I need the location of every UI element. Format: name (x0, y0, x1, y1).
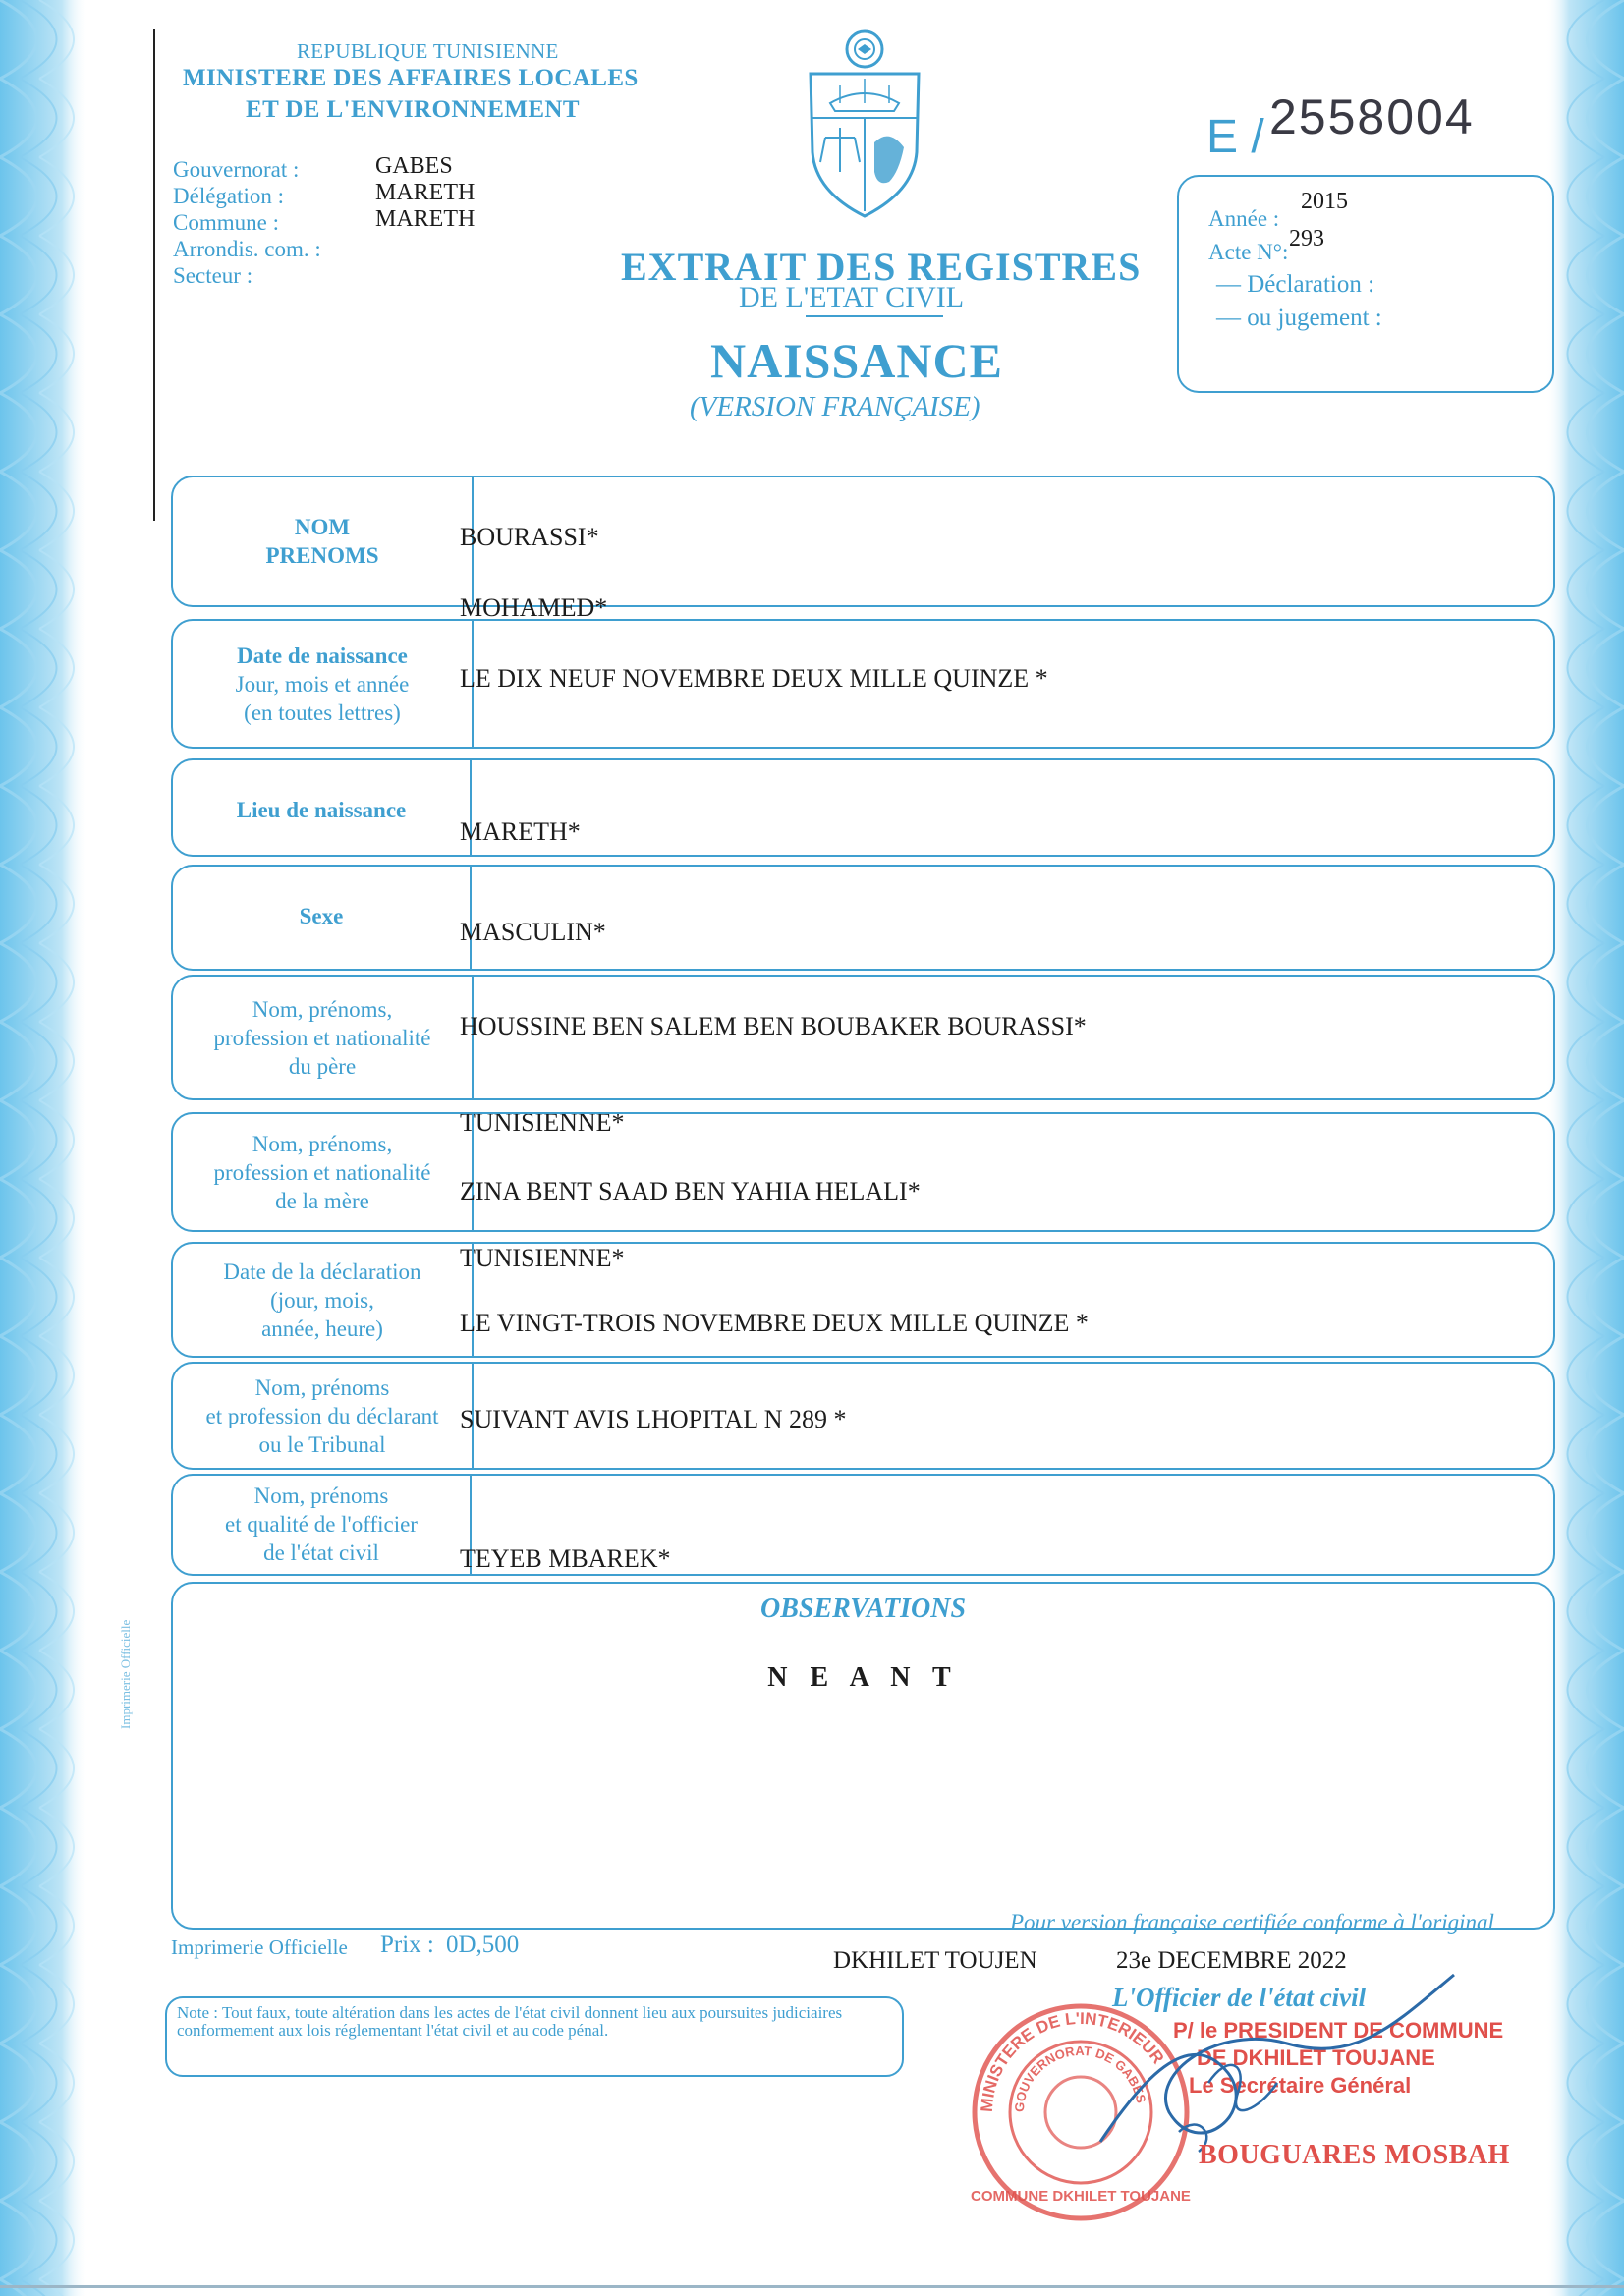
field-label: Commune : (173, 210, 279, 235)
field-secteur (173, 263, 586, 290)
row-label (173, 477, 474, 605)
field-label: Arrondis. com. : (173, 237, 321, 261)
officier-value: TEYEB MBAREK* (460, 1544, 671, 1573)
left-guilloche-border (0, 0, 147, 2296)
bottom-edge-line (0, 2285, 1624, 2288)
place-value: DKHILET TOUJEN (833, 1947, 1037, 1974)
field-label: Délégation : (173, 184, 285, 208)
declaration-label: — Déclaration : (1216, 271, 1375, 298)
acte-info-box (1177, 175, 1554, 393)
row-label-line: et profession du déclarant (205, 1403, 439, 1428)
prix-label: Prix : (380, 1932, 434, 1958)
officier-title: L'Officier de l'état civil (1112, 1983, 1367, 2012)
seal-inner-text: GOUVERNORAT DE GABES (1011, 2043, 1149, 2113)
location-fields (173, 153, 586, 290)
field-label: Gouvernorat : (173, 157, 300, 182)
row-label-line: de l'état civil (263, 1540, 379, 1565)
row-label-line: Jour, mois et année (235, 671, 410, 697)
mere-nationalite-value: TUNISIENNE* (460, 1244, 625, 1272)
republique-label: REPUBLIQUE TUNISIENNE (297, 39, 559, 63)
date-declaration-value: LE VINGT-TROIS NOVEMBRE DEUX MILLE QUINZE * (460, 1309, 1089, 1337)
prenoms-value: MOHAMED* (460, 593, 608, 622)
sexe-value: MASCULIN* (460, 918, 606, 946)
field-arrondissement (173, 237, 586, 263)
field-value: GABES (375, 153, 453, 179)
observations-title: OBSERVATIONS (759, 1594, 967, 1624)
prix-value: 0D,500 (446, 1932, 520, 1958)
row-label-line: Lieu de naissance (236, 798, 407, 822)
row-label (173, 867, 472, 969)
date-naissance-value: LE DIX NEUF NOVEMBRE DEUX MILLE QUINZE * (460, 664, 1048, 693)
row-label-line: année, heure) (261, 1316, 383, 1341)
row-label (173, 621, 474, 747)
row-label (173, 1476, 472, 1574)
stamp-line-1: P/ le PRESIDENT DE COMMUNE (1173, 2018, 1504, 2043)
row-label (173, 977, 474, 1098)
serial-number: 2558004 (1269, 89, 1475, 144)
row-label-line: profession et nationalité (213, 1025, 431, 1050)
signatory-name: BOUGUARES MOSBAH (1199, 2140, 1510, 2170)
row-nom-prenoms (171, 476, 1555, 607)
seal-bottom-text: COMMUNE DKHILET TOUJANE (971, 2188, 1191, 2205)
row-officier (171, 1474, 1555, 1576)
ministere-line1: MINISTERE DES AFFAIRES LOCALES (183, 65, 639, 91)
pere-value: HOUSSINE BEN SALEM BEN BOUBAKER BOURASSI* (460, 1012, 1087, 1040)
row-declarant (171, 1362, 1555, 1470)
row-label-line: NOM (294, 515, 351, 539)
naissance-title: NAISSANCE (710, 333, 1003, 388)
row-label-line: Nom, prénoms (254, 1374, 390, 1400)
pere-nationalite-value: TUNISIENNE* (460, 1108, 625, 1137)
observations-box (171, 1582, 1555, 1930)
row-label-line: et qualité de l'officier (225, 1512, 418, 1537)
acte-value: 293 (1289, 226, 1324, 252)
row-label (173, 1364, 474, 1468)
serial-prefix: E / (1206, 111, 1264, 163)
lieu-naissance-value: MARETH* (460, 817, 581, 846)
row-label (173, 760, 472, 855)
row-label (173, 1114, 474, 1230)
observations-value: N E A N T (767, 1662, 959, 1693)
field-commune (173, 206, 586, 237)
row-label-line: Nom, prénoms, (252, 996, 393, 1022)
row-date-declaration (171, 1242, 1555, 1358)
row-label-line: Sexe (299, 904, 344, 928)
ministere-line2: ET DE L'ENVIRONNEMENT (246, 96, 580, 123)
row-label-line: de la mère (275, 1188, 369, 1213)
stamp-line-2: DE DKHILET TOUJANE (1197, 2045, 1435, 2070)
date-value: 23e DECEMBRE 2022 (1116, 1947, 1347, 1974)
annee-label: Année : (1208, 206, 1280, 231)
field-label: Secteur : (173, 263, 253, 288)
row-label-line: (en toutes lettres) (244, 700, 401, 725)
version-label: (VERSION FRANÇAISE) (690, 391, 980, 422)
certified-note: Pour version française certifiée conforme à l'original (1010, 1910, 1494, 1934)
title-divider (806, 315, 943, 317)
row-mere (171, 1112, 1555, 1232)
acte-label: Acte N°: (1208, 240, 1289, 264)
row-label-line: PRENOMS (265, 543, 379, 568)
header-divider-line (153, 29, 155, 521)
nom-value: BOURASSI* (460, 523, 599, 551)
row-label-line: (jour, mois, (270, 1287, 374, 1313)
field-value: MARETH (375, 206, 476, 232)
row-label-line: Date de la déclaration (223, 1259, 421, 1284)
row-sexe (171, 865, 1555, 971)
document-title: EXTRAIT DES REGISTRES (621, 245, 1142, 289)
row-label (173, 1244, 474, 1356)
row-label-line: du père (288, 1053, 357, 1079)
jugement-label: — ou jugement : (1216, 305, 1382, 331)
seal-outer-text: MINISTERE DE L'INTERIEUR (977, 2008, 1168, 2113)
imprimerie-label: Imprimerie Officielle (171, 1935, 348, 1959)
row-label-line: Nom, prénoms, (252, 1131, 393, 1156)
row-label-line: ou le Tribunal (258, 1431, 386, 1457)
side-print-note: Imprimerie Officielle (118, 1619, 133, 1729)
legal-note-text: Note : Tout faux, toute altération dans les actes de l'état civil donnent lieu aux poursuites judiciaires conformement aux lois réglementant l'état civil et au code pénal. (177, 2003, 843, 2040)
row-label-line: Nom, prénoms (253, 1484, 389, 1508)
document-subtitle: DE L'ETAT CIVIL (739, 281, 965, 313)
annee-value: 2015 (1301, 189, 1348, 214)
mere-value: ZINA BENT SAAD BEN YAHIA HELALI* (460, 1177, 921, 1205)
row-lieu-naissance (171, 758, 1555, 857)
stamp-line-3: Le Secrétaire Général (1189, 2073, 1412, 2098)
tunisia-coat-of-arms-icon (801, 25, 928, 221)
field-value: MARETH (375, 180, 476, 205)
row-label-line: Date de naissance (237, 643, 408, 668)
legal-note-box (165, 1996, 904, 2077)
declarant-value: SUIVANT AVIS LHOPITAL N 289 * (460, 1405, 847, 1433)
row-label-line: profession et nationalité (213, 1159, 431, 1185)
